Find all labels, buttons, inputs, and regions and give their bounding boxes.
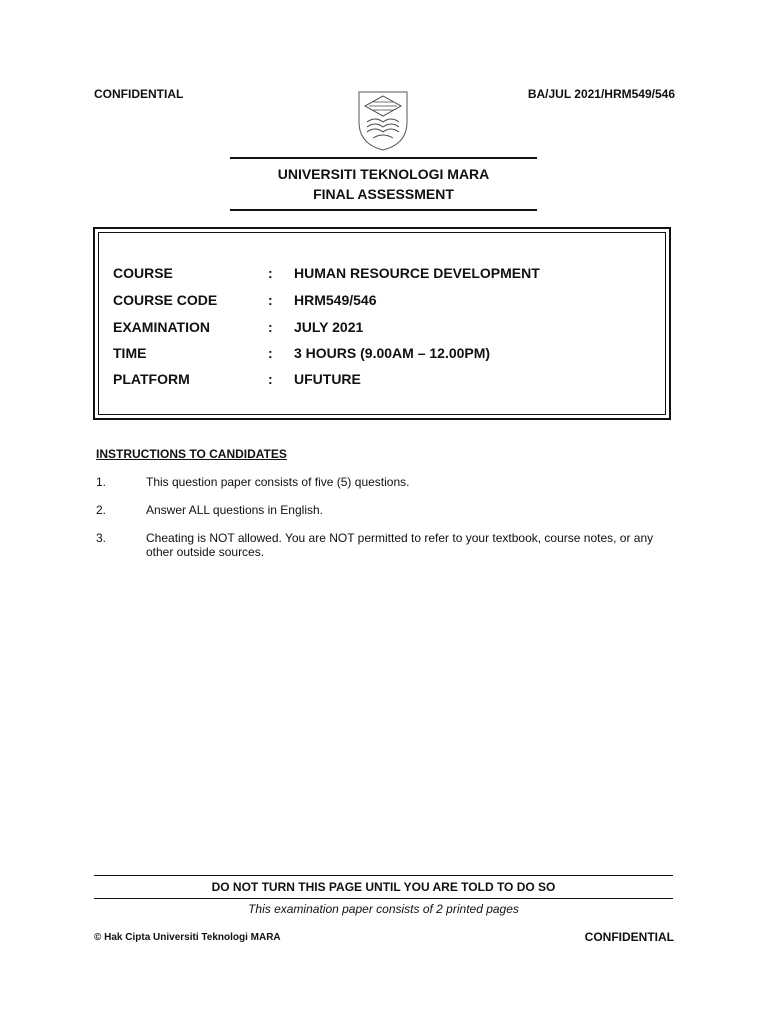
- course-code-value: HRM549/546: [294, 292, 377, 308]
- examination-value: JULY 2021: [294, 319, 364, 335]
- time-colon: :: [268, 345, 273, 361]
- header-confidential-label: CONFIDENTIAL: [94, 87, 184, 101]
- time-label: TIME: [113, 345, 147, 361]
- instruction-number: 2.: [96, 503, 107, 517]
- instruction-text: Answer ALL questions in English.: [146, 503, 323, 517]
- course-colon: :: [268, 265, 273, 281]
- printed-pages-note: This examination paper consists of 2 printed pages: [248, 902, 519, 916]
- footer-bottom-rule: [94, 898, 673, 899]
- course-label: COURSE: [113, 265, 173, 281]
- header-reference-code: BA/JUL 2021/HRM549/546: [527, 87, 675, 101]
- platform-colon: :: [268, 371, 273, 387]
- footer-confidential-label: CONFIDENTIAL: [584, 930, 674, 944]
- copyright-notice: © Hak Cipta Universiti Teknologi MARA: [94, 932, 281, 943]
- course-info-box: [93, 227, 671, 420]
- title-bottom-rule: [230, 209, 537, 211]
- instruction-number: 1.: [96, 475, 107, 489]
- platform-label: PLATFORM: [113, 371, 190, 387]
- course-info-box-inner-border: [98, 232, 666, 415]
- course-code-colon: :: [268, 292, 273, 308]
- footer-top-rule: [94, 875, 673, 876]
- university-name: UNIVERSITI TEKNOLOGI MARA: [277, 166, 490, 182]
- course-value: HUMAN RESOURCE DEVELOPMENT: [294, 265, 540, 281]
- title-top-rule: [230, 157, 537, 159]
- examination-label: EXAMINATION: [113, 319, 210, 335]
- instruction-text: This question paper consists of five (5) questions.: [146, 475, 410, 489]
- examination-colon: :: [268, 319, 273, 335]
- university-crest-logo: [355, 88, 411, 152]
- platform-value: UFUTURE: [294, 371, 361, 387]
- course-code-label: COURSE CODE: [113, 292, 218, 308]
- instructions-heading: INSTRUCTIONS TO CANDIDATES: [96, 447, 287, 461]
- do-not-turn-warning: DO NOT TURN THIS PAGE UNTIL YOU ARE TOLD TO DO SO: [211, 880, 556, 894]
- assessment-title: FINAL ASSESSMENT: [313, 186, 454, 202]
- instruction-text: Cheating is NOT allowed. You are NOT permitted to refer to your textbook, course notes, or any other outside sources.: [146, 531, 654, 559]
- instruction-number: 3.: [96, 531, 107, 545]
- time-value: 3 HOURS (9.00AM – 12.00PM): [294, 345, 491, 361]
